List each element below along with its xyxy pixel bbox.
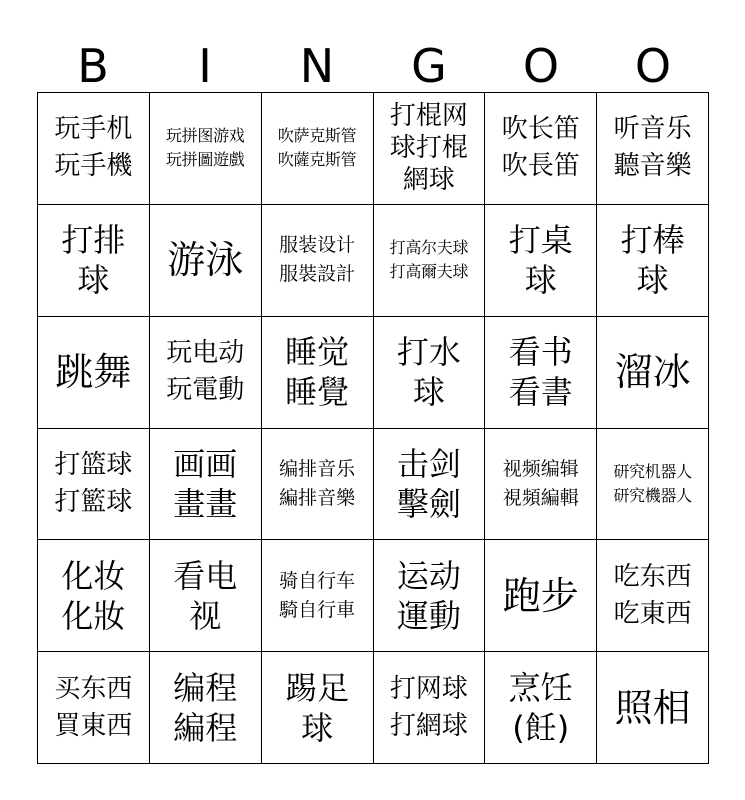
cell-text: 玩电动 玩電動 — [166, 338, 245, 406]
cell-text: 溜冰 — [614, 350, 691, 395]
bingo-cell-r3c3[interactable] — [262, 317, 374, 429]
cell-text: 打水 球 — [396, 333, 461, 412]
bingo-cell-r6c3[interactable] — [262, 652, 374, 764]
bingo-cell-r6c4[interactable] — [374, 652, 486, 764]
cell-text: 打篮球 打籃球 — [54, 449, 133, 517]
header-letter-b: B — [77, 39, 109, 93]
bingo-cell-r4c2[interactable] — [150, 429, 262, 541]
cell-text: 照相 — [614, 685, 691, 730]
bingo-cell-r1c5[interactable] — [485, 93, 597, 205]
cell-text: 游泳 — [167, 238, 244, 283]
bingo-cell-r5c6[interactable] — [597, 540, 709, 652]
cell-text: 听音乐 聽音樂 — [613, 114, 692, 182]
bingo-cell-r2c1[interactable] — [38, 205, 150, 317]
bingo-cell-r3c1[interactable] — [38, 317, 150, 429]
cell-text: 吹长笛 吹長笛 — [501, 114, 580, 182]
bingo-grid — [37, 92, 709, 764]
cell-text: 跳舞 — [55, 350, 132, 395]
cell-text: 看书 看書 — [508, 333, 573, 412]
bingo-cell-r5c5[interactable] — [485, 540, 597, 652]
bingo-cell-r3c4[interactable] — [374, 317, 486, 429]
cell-text: 编排音乐 編排音樂 — [279, 457, 356, 509]
bingo-cell-r2c5[interactable] — [485, 205, 597, 317]
bingo-cell-r4c6[interactable] — [597, 429, 709, 541]
cell-text: 打排 球 — [61, 221, 126, 300]
cell-text: 骑自行车 騎自行車 — [279, 569, 356, 621]
cell-text: 跑步 — [502, 573, 579, 618]
bingo-cell-r1c1[interactable] — [38, 93, 150, 205]
bingo-cell-r1c4[interactable] — [374, 93, 486, 205]
cell-text: 化妆 化妝 — [61, 556, 126, 635]
bingo-cell-r4c4[interactable] — [374, 429, 486, 541]
bingo-cell-r6c1[interactable] — [38, 652, 150, 764]
cell-text: 打高尔夫球 打高爾夫球 — [389, 238, 469, 282]
bingo-cell-r3c5[interactable] — [485, 317, 597, 429]
bingo-cell-r5c1[interactable] — [38, 540, 150, 652]
bingo-cell-r2c2[interactable] — [150, 205, 262, 317]
cell-text: 买东西 買東西 — [54, 673, 133, 741]
cell-text: 打网球 打網球 — [389, 673, 468, 741]
bingo-cell-r1c2[interactable] — [150, 93, 262, 205]
bingo-cell-r2c3[interactable] — [262, 205, 374, 317]
cell-text: 研究机器人 研究機器人 — [613, 461, 692, 505]
cell-text: 编程 編程 — [173, 668, 238, 747]
cell-text: 打棍网 球打棍 網球 — [389, 101, 468, 196]
header-letter-o-2: O — [634, 39, 672, 93]
bingo-cell-r4c3[interactable] — [262, 429, 374, 541]
bingo-cell-r2c4[interactable] — [374, 205, 486, 317]
bingo-cell-r5c4[interactable] — [374, 540, 486, 652]
cell-text: 运动 運動 — [396, 556, 461, 635]
bingo-header — [37, 38, 709, 94]
bingo-cell-r4c1[interactable] — [38, 429, 150, 541]
header-letter-n: N — [299, 39, 335, 93]
cell-text: 玩拼图游戏 玩拼圖遊戲 — [165, 126, 245, 170]
bingo-cell-r5c3[interactable] — [262, 540, 374, 652]
cell-text: 吃东西 吃東西 — [613, 561, 692, 629]
bingo-cell-r5c2[interactable] — [150, 540, 262, 652]
cell-text: 服装设计 服裝設計 — [279, 234, 356, 286]
header-letter-o: O — [522, 39, 560, 93]
bingo-cell-r6c2[interactable] — [150, 652, 262, 764]
cell-text: 玩手机 玩手機 — [54, 114, 133, 182]
cell-text: 睡觉 睡覺 — [285, 333, 350, 412]
bingo-cell-r3c6[interactable] — [597, 317, 709, 429]
cell-text: 画画 畫畫 — [173, 444, 238, 523]
bingo-cell-r6c6[interactable] — [597, 652, 709, 764]
header-letter-g: G — [411, 39, 447, 93]
cell-text: 吹萨克斯管 吹薩克斯管 — [277, 126, 357, 170]
cell-text: 看电 视 — [173, 556, 238, 635]
bingo-cell-r4c5[interactable] — [485, 429, 597, 541]
bingo-cell-r1c3[interactable] — [262, 93, 374, 205]
cell-text: 打棒 球 — [620, 221, 685, 300]
cell-text: 烹饪 (飪) — [508, 668, 573, 747]
cell-text: 视频编辑 視頻編輯 — [502, 457, 579, 509]
cell-text: 打桌 球 — [508, 221, 573, 300]
bingo-cell-r6c5[interactable] — [485, 652, 597, 764]
cell-text: 踢足 球 — [285, 668, 350, 747]
cell-text: 击剑 擊劍 — [396, 444, 461, 523]
bingo-cell-r1c6[interactable] — [597, 93, 709, 205]
header-letter-i: I — [198, 39, 212, 93]
bingo-cell-r3c2[interactable] — [150, 317, 262, 429]
bingo-cell-r2c6[interactable] — [597, 205, 709, 317]
